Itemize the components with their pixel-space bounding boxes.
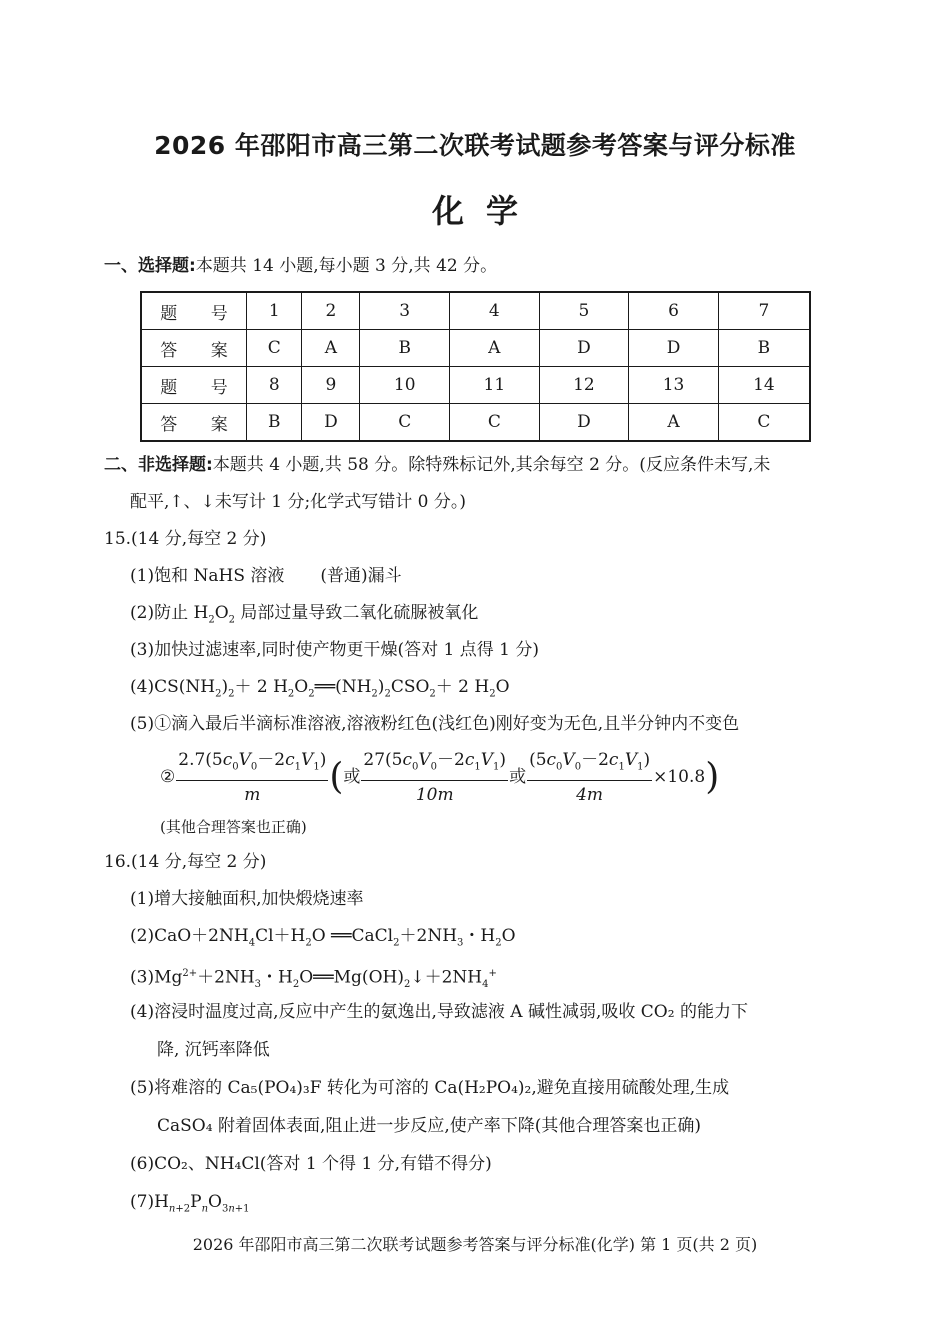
q-answer: B bbox=[360, 330, 450, 367]
section1-heading: 一、选择题: bbox=[104, 256, 196, 276]
q16-a7-label: (7) bbox=[130, 1192, 155, 1212]
label-answer: 答 案 bbox=[141, 330, 247, 367]
q16-answer-2: $(2)CaO+2NH_4Cl+H_2O$ $══CaCl_2+2NH_3$・$H_2O$ bbox=[130, 926, 516, 949]
or-2: 或 bbox=[509, 767, 527, 788]
q-answer: C bbox=[450, 404, 540, 442]
q16-answer-7: $(7)H_{n+2}P_nO_{3n+1}$ bbox=[130, 1192, 250, 1215]
q16-answer-6: (6)CO₂、NH₄Cl(答对 1 个得 1 分,有错不得分) bbox=[130, 1154, 492, 1174]
q15-a5-2-label: ② bbox=[160, 767, 176, 788]
q16-header: 16.(14 分,每空 2 分) bbox=[104, 852, 267, 872]
label-answer: 答 案 bbox=[141, 404, 247, 442]
q15-answer-3: (3)加快过滤速率,同时使产物更干燥(答对 1 点得 1 分) bbox=[130, 640, 539, 660]
q-answer: D bbox=[539, 404, 629, 442]
q-number: 14 bbox=[718, 367, 810, 404]
q-number: 11 bbox=[450, 367, 540, 404]
q-number: 12 bbox=[539, 367, 629, 404]
section2-desc-line1: 本题共 4 小题,共 58 分。除特殊标记外,其余每空 2 分。(反应条件未写,未 bbox=[212, 455, 771, 475]
q15-header: 15.(14 分,每空 2 分) bbox=[104, 529, 267, 549]
q-number: 4 bbox=[450, 292, 540, 330]
q-answer: C bbox=[247, 330, 302, 367]
section2-heading: 二、非选择题: bbox=[104, 455, 213, 475]
q15-a1: (1)饱和 NaHS 溶液 bbox=[130, 566, 285, 586]
fraction-1: $\frac{2.7(5c_0V_0-2c_1V_1)}{m}$ bbox=[178, 750, 327, 806]
q-number: 13 bbox=[629, 367, 719, 404]
q-number: 10 bbox=[360, 367, 450, 404]
q-answer: A bbox=[450, 330, 540, 367]
q16-answer-4-line2: 降, 沉钙率降低 bbox=[157, 1040, 270, 1060]
q16-answer-3: $(3)Mg^{2+}+2NH_3$・$H_2O══Mg(OH)_2↓+2NH_4^+$ bbox=[130, 967, 497, 991]
or-1: 或 bbox=[343, 767, 361, 788]
times-factor: ×10.8 bbox=[653, 767, 706, 788]
q-number: 2 bbox=[302, 292, 360, 330]
answer-table bbox=[140, 291, 811, 442]
label-number: 题 号 bbox=[141, 367, 247, 404]
fraction-2: $\frac{27(5c_0V_0-2c_1V_1)}{10m}$ bbox=[363, 750, 507, 806]
q-answer: B bbox=[247, 404, 302, 442]
q-answer: C bbox=[360, 404, 450, 442]
q16-answer-5-line1: (5)将难溶的 Ca₅(PO₄)₃F 转化为可溶的 Ca(H₂PO₄)₂,避免直接用硫酸处理,生成 bbox=[130, 1078, 730, 1098]
q-answer: C bbox=[718, 404, 810, 442]
q15-note: (其他合理答案也正确) bbox=[160, 818, 307, 836]
q-number: 9 bbox=[302, 367, 360, 404]
q-number: 3 bbox=[360, 292, 450, 330]
table-row bbox=[141, 330, 810, 367]
q-number: 1 bbox=[247, 292, 302, 330]
q15-a1b: (普通)漏斗 bbox=[320, 566, 402, 586]
q-number: 6 bbox=[629, 292, 719, 330]
q-number: 8 bbox=[247, 367, 302, 404]
label-number: 题 号 bbox=[141, 292, 247, 330]
table-row bbox=[141, 292, 810, 330]
table-row bbox=[141, 367, 810, 404]
fraction-3: $\frac{(5c_0V_0-2c_1V_1)}{4m}$ bbox=[529, 750, 651, 806]
page-footer: 2026 年邵阳市高三第二次联考试题参考答案与评分标准(化学) 第 1 页(共 2 页) bbox=[192, 1235, 758, 1254]
q-answer: A bbox=[629, 404, 719, 442]
q15-answer-5-1: (5)①滴入最后半滴标准溶液,溶液粉红色(浅红色)刚好变为无色,且半分钟内不变色 bbox=[130, 714, 740, 734]
q-answer: D bbox=[539, 330, 629, 367]
table-row bbox=[141, 404, 810, 442]
q15-answer-1 bbox=[130, 564, 402, 588]
q-number: 5 bbox=[539, 292, 629, 330]
q16-answer-4-line1: (4)溶浸时温度过高,反应中产生的氨逸出,导致滤液 A 碱性减弱,吸收 CO₂ 的能力下 bbox=[130, 1002, 748, 1022]
section2-desc-line2: 配平,↑、↓未写计 1 分;化学式写错计 0 分。) bbox=[130, 492, 466, 512]
page-title: 2026 年邵阳市高三第二次联考试题参考答案与评分标准 bbox=[154, 131, 796, 160]
q15-a2-post: 局部过量导致二氧化硫脲被氧化 bbox=[235, 603, 479, 623]
q-answer: D bbox=[629, 330, 719, 367]
q16-answer-5-line2: CaSO₄ 附着固体表面,阻止进一步反应,使产率下降(其他合理答案也正确) bbox=[157, 1116, 702, 1136]
q-number: 7 bbox=[718, 292, 810, 330]
q-answer: D bbox=[302, 404, 360, 442]
q15-answer-5-2: ② $\frac{2.7(5c_0V_0-2c_1V_1)}{m}$ (或 $\frac{27(5c_0V_0-2c_1V_1)}{10m}$ 或 $\frac{(5c_0V_0-2c_1V_1)}{4m}$ ×10.8) bbox=[160, 750, 720, 806]
section2-intro bbox=[104, 453, 770, 477]
q16-answer-1: (1)增大接触面积,加快煅烧速率 bbox=[130, 889, 364, 909]
section1-desc: 本题共 14 小题,每小题 3 分,共 42 分。 bbox=[195, 256, 498, 276]
section1-intro bbox=[104, 254, 497, 278]
q-answer: B bbox=[718, 330, 810, 367]
q15-answer-2: (2)防止 $H_2O_2$ 局部过量导致二氧化硫脲被氧化 bbox=[130, 603, 479, 626]
q15-answer-4: $(4)CS(NH_2)_2+ 2$ $H_2O_2══(NH_2)_2CSO_2+ 2$ $H_2O$ bbox=[130, 677, 510, 700]
q15-a2-pre: (2)防止 bbox=[130, 603, 194, 623]
subject-title: 化学 bbox=[431, 192, 540, 230]
q-answer: A bbox=[302, 330, 360, 367]
